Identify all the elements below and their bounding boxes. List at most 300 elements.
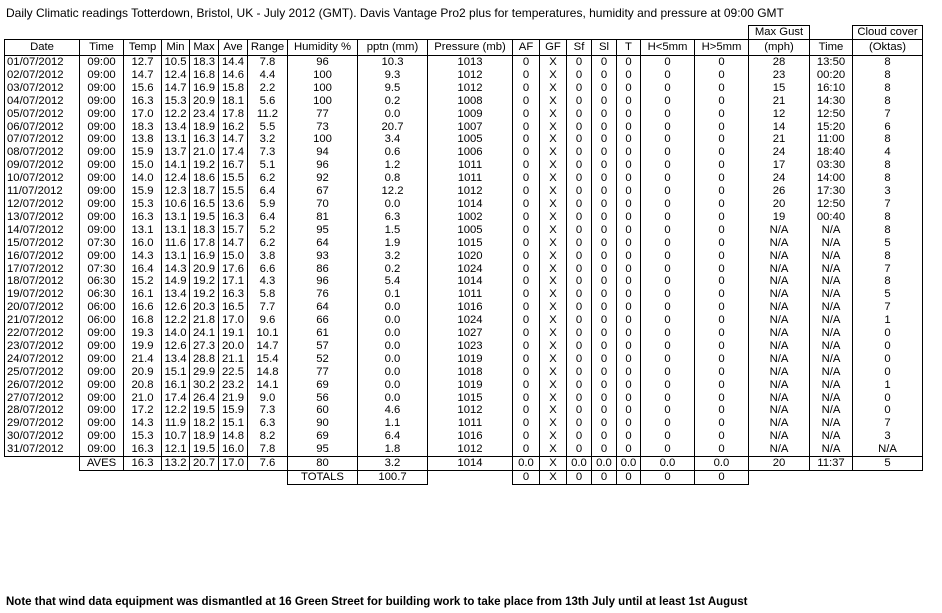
table-cell: 0 xyxy=(641,443,695,456)
table-cell: 0 xyxy=(567,159,592,172)
table-cell: 13/07/2012 xyxy=(5,211,80,224)
table-cell: 19.3 xyxy=(124,327,162,340)
table-cell: 20.8 xyxy=(124,379,162,392)
table-cell: X xyxy=(540,108,567,121)
blank-cell xyxy=(5,457,80,471)
table-cell: 0 xyxy=(567,108,592,121)
climate-table xyxy=(4,25,923,485)
table-cell: 6.2 xyxy=(248,237,288,250)
table-cell: 0 xyxy=(695,108,749,121)
table-cell: 16.8 xyxy=(190,69,219,82)
table-cell: 09:00 xyxy=(80,353,124,366)
table-cell: 0 xyxy=(641,172,695,185)
table-cell: 0 xyxy=(567,95,592,108)
table-cell: 5.6 xyxy=(248,95,288,108)
table-cell: X xyxy=(540,172,567,185)
table-cell: 14.4 xyxy=(219,56,248,69)
table-cell: 17.4 xyxy=(162,392,190,405)
table-cell: 16.3 xyxy=(124,443,162,456)
table-cell: 0 xyxy=(617,159,641,172)
aves-value: 11:37 xyxy=(810,457,853,471)
table-cell: 0 xyxy=(695,69,749,82)
cloud-cover-header: Cloud cover xyxy=(853,26,923,40)
table-cell: 0 xyxy=(592,263,617,276)
table-cell: 0 xyxy=(513,133,540,146)
table-cell: 18/07/2012 xyxy=(5,275,80,288)
aves-value: 0.0 xyxy=(567,457,592,471)
table-cell: 17.4 xyxy=(219,146,248,159)
table-cell: 0 xyxy=(513,108,540,121)
aves-value: 13.2 xyxy=(162,457,190,471)
table-cell: 0 xyxy=(641,108,695,121)
table-cell: 09:00 xyxy=(80,69,124,82)
table-cell: 06/07/2012 xyxy=(5,121,80,134)
table-cell: 1002 xyxy=(428,211,513,224)
table-cell: 1012 xyxy=(428,69,513,82)
table-cell: 0 xyxy=(592,404,617,417)
table-cell: 09:00 xyxy=(80,133,124,146)
table-cell: 0 xyxy=(695,172,749,185)
table-cell: 18.3 xyxy=(190,56,219,69)
table-cell: 24/07/2012 xyxy=(5,353,80,366)
table-cell: 8 xyxy=(853,224,923,237)
table-cell: 0 xyxy=(695,417,749,430)
table-cell: 0 xyxy=(695,404,749,417)
table-cell: 09:00 xyxy=(80,211,124,224)
table-cell: 0 xyxy=(695,314,749,327)
table-cell: 1008 xyxy=(428,95,513,108)
table-row xyxy=(5,82,923,95)
table-cell: 09:00 xyxy=(80,340,124,353)
table-cell: N/A xyxy=(810,314,853,327)
aves-value: 20 xyxy=(749,457,810,471)
table-cell: 23.2 xyxy=(219,379,248,392)
table-cell: 0 xyxy=(617,185,641,198)
table-cell: 0.0 xyxy=(358,327,428,340)
table-cell: X xyxy=(540,340,567,353)
table-cell: N/A xyxy=(810,263,853,276)
table-cell: 17.2 xyxy=(124,404,162,417)
table-cell: 12/07/2012 xyxy=(5,198,80,211)
table-cell: 6 xyxy=(853,121,923,134)
table-cell: 6.6 xyxy=(248,263,288,276)
table-cell: 08/07/2012 xyxy=(5,146,80,159)
table-cell: 7.3 xyxy=(248,404,288,417)
table-cell: 0 xyxy=(567,288,592,301)
aves-value: 5 xyxy=(853,457,923,471)
table-cell: 28 xyxy=(749,56,810,69)
table-cell: X xyxy=(540,443,567,456)
table-cell: 77 xyxy=(288,108,358,121)
table-cell: X xyxy=(540,366,567,379)
table-cell: N/A xyxy=(810,417,853,430)
table-cell: 0 xyxy=(567,133,592,146)
table-cell: 13:50 xyxy=(810,56,853,69)
table-cell: 7 xyxy=(853,108,923,121)
table-cell: 94 xyxy=(288,146,358,159)
table-cell: 30.2 xyxy=(190,379,219,392)
table-cell: 77 xyxy=(288,366,358,379)
table-cell: 0 xyxy=(567,327,592,340)
table-cell: 0 xyxy=(617,340,641,353)
totals-value: 0 xyxy=(592,471,617,485)
table-row xyxy=(5,430,923,443)
table-cell: 0 xyxy=(513,430,540,443)
table-cell: 03:30 xyxy=(810,159,853,172)
table-cell: 0 xyxy=(695,133,749,146)
table-row xyxy=(5,417,923,430)
table-cell: 26/07/2012 xyxy=(5,379,80,392)
table-cell: 0 xyxy=(567,430,592,443)
table-cell: 09/07/2012 xyxy=(5,159,80,172)
table-cell: 15.6 xyxy=(124,82,162,95)
table-cell: 16.9 xyxy=(190,82,219,95)
table-cell: 27/07/2012 xyxy=(5,392,80,405)
table-cell: 13.7 xyxy=(162,146,190,159)
table-cell: 8 xyxy=(853,133,923,146)
table-cell: 03/07/2012 xyxy=(5,82,80,95)
table-cell: 52 xyxy=(288,353,358,366)
table-cell: 0.1 xyxy=(358,288,428,301)
table-cell: 15.1 xyxy=(162,366,190,379)
table-cell: 1.9 xyxy=(358,237,428,250)
table-cell: 12.3 xyxy=(162,185,190,198)
table-cell: 0 xyxy=(617,379,641,392)
table-cell: 0 xyxy=(592,392,617,405)
table-cell: 0 xyxy=(641,275,695,288)
aves-value: 16.3 xyxy=(124,457,162,471)
table-cell: 20.9 xyxy=(190,263,219,276)
table-cell: 16.0 xyxy=(219,443,248,456)
table-cell: 15.5 xyxy=(219,172,248,185)
table-cell: 11:00 xyxy=(810,133,853,146)
aves-value: 17.0 xyxy=(219,457,248,471)
table-cell: 7.7 xyxy=(248,301,288,314)
table-cell: 09:00 xyxy=(80,82,124,95)
table-cell: X xyxy=(540,379,567,392)
table-cell: 09:00 xyxy=(80,392,124,405)
table-cell: 16.8 xyxy=(124,314,162,327)
table-cell: 66 xyxy=(288,314,358,327)
table-cell: 13.6 xyxy=(219,198,248,211)
table-cell: 13.1 xyxy=(162,211,190,224)
table-cell: 0 xyxy=(513,353,540,366)
table-cell: N/A xyxy=(749,404,810,417)
table-cell: 8 xyxy=(853,275,923,288)
table-cell: 96 xyxy=(288,56,358,69)
table-cell: 14.7 xyxy=(219,133,248,146)
table-cell: 20.3 xyxy=(190,301,219,314)
table-cell: 0.0 xyxy=(358,314,428,327)
table-cell: 3 xyxy=(853,430,923,443)
table-cell: 16.3 xyxy=(219,288,248,301)
table-cell: 0 xyxy=(641,404,695,417)
table-cell: 6.4 xyxy=(358,430,428,443)
table-cell: X xyxy=(540,82,567,95)
table-cell: 23.4 xyxy=(190,108,219,121)
column-header: GF xyxy=(540,40,567,56)
table-cell: 1.2 xyxy=(358,159,428,172)
table-cell: 16.2 xyxy=(219,121,248,134)
table-cell: 0 xyxy=(513,56,540,69)
table-cell: 12.2 xyxy=(162,314,190,327)
table-cell: 0 xyxy=(617,327,641,340)
table-cell: 02/07/2012 xyxy=(5,69,80,82)
table-cell: 15.9 xyxy=(219,404,248,417)
column-header: Pressure (mb) xyxy=(428,40,513,56)
table-cell: 0 xyxy=(567,82,592,95)
table-cell: 10.3 xyxy=(358,56,428,69)
table-cell: N/A xyxy=(749,353,810,366)
table-cell: 0 xyxy=(592,185,617,198)
aves-value: 0.0 xyxy=(592,457,617,471)
table-cell: 0 xyxy=(695,340,749,353)
table-cell: 0 xyxy=(513,250,540,263)
table-cell: 16.3 xyxy=(219,211,248,224)
table-cell: X xyxy=(540,237,567,250)
table-row xyxy=(5,121,923,134)
table-cell: 17/07/2012 xyxy=(5,263,80,276)
table-cell: 0 xyxy=(567,263,592,276)
table-cell: 14.7 xyxy=(248,340,288,353)
table-cell: 0 xyxy=(513,301,540,314)
table-cell: 0 xyxy=(567,392,592,405)
table-cell: 10/07/2012 xyxy=(5,172,80,185)
table-cell: 13.8 xyxy=(124,133,162,146)
table-cell: 0 xyxy=(641,301,695,314)
table-cell: 18.2 xyxy=(190,417,219,430)
table-cell: 18.7 xyxy=(190,185,219,198)
table-cell: 0 xyxy=(567,314,592,327)
table-cell: 0 xyxy=(513,366,540,379)
table-cell: 5 xyxy=(853,237,923,250)
aves-value: 0.0 xyxy=(617,457,641,471)
table-cell: 14/07/2012 xyxy=(5,224,80,237)
column-header: (Oktas) xyxy=(853,40,923,56)
table-cell: 14:00 xyxy=(810,172,853,185)
table-cell: 0 xyxy=(641,353,695,366)
table-cell: 0 xyxy=(617,443,641,456)
table-cell: 0 xyxy=(695,430,749,443)
table-cell: 01/07/2012 xyxy=(5,56,80,69)
table-cell: 09:00 xyxy=(80,172,124,185)
column-header: T xyxy=(617,40,641,56)
table-cell: 4.6 xyxy=(358,404,428,417)
table-cell: 0 xyxy=(592,121,617,134)
table-cell: 1013 xyxy=(428,56,513,69)
table-cell: 0 xyxy=(513,198,540,211)
table-cell: 0.0 xyxy=(358,392,428,405)
table-cell: 1011 xyxy=(428,288,513,301)
table-cell: 6.3 xyxy=(358,211,428,224)
table-cell: 0 xyxy=(567,340,592,353)
group-header-row xyxy=(5,26,923,40)
table-row xyxy=(5,353,923,366)
table-cell: 0 xyxy=(641,69,695,82)
table-cell: 14.1 xyxy=(162,159,190,172)
table-cell: 0 xyxy=(592,69,617,82)
table-cell: 15.3 xyxy=(162,95,190,108)
table-cell: 1016 xyxy=(428,430,513,443)
table-cell: 0 xyxy=(592,82,617,95)
table-cell: 14.7 xyxy=(219,237,248,250)
table-row xyxy=(5,379,923,392)
table-cell: 15:20 xyxy=(810,121,853,134)
table-cell: 0 xyxy=(567,366,592,379)
table-cell: 14:30 xyxy=(810,95,853,108)
table-cell: N/A xyxy=(749,250,810,263)
table-cell: 1020 xyxy=(428,250,513,263)
table-cell: 0 xyxy=(641,185,695,198)
table-cell: 0 xyxy=(853,366,923,379)
table-cell: 0 xyxy=(513,185,540,198)
table-cell: N/A xyxy=(810,340,853,353)
table-cell: N/A xyxy=(749,379,810,392)
table-cell: 6.2 xyxy=(248,172,288,185)
table-cell: 04/07/2012 xyxy=(5,95,80,108)
table-cell: 0 xyxy=(853,392,923,405)
column-header: AF xyxy=(513,40,540,56)
table-cell: 21.1 xyxy=(219,353,248,366)
table-cell: 7 xyxy=(853,301,923,314)
table-cell: 81 xyxy=(288,211,358,224)
totals-value: 0 xyxy=(641,471,695,485)
table-cell: 18.3 xyxy=(124,121,162,134)
table-cell: X xyxy=(540,430,567,443)
table-cell: 0 xyxy=(513,69,540,82)
table-cell: 13.1 xyxy=(124,224,162,237)
table-cell: N/A xyxy=(749,237,810,250)
table-cell: 15.4 xyxy=(248,353,288,366)
table-cell: 15.5 xyxy=(219,185,248,198)
table-row xyxy=(5,327,923,340)
table-cell: 15.0 xyxy=(124,159,162,172)
table-cell: 7.3 xyxy=(248,146,288,159)
table-cell: X xyxy=(540,263,567,276)
table-cell: 17.0 xyxy=(219,314,248,327)
table-cell: 1027 xyxy=(428,327,513,340)
blank-cell xyxy=(428,471,513,485)
table-cell: 15.3 xyxy=(124,430,162,443)
table-cell: 0 xyxy=(592,340,617,353)
table-cell: 18.6 xyxy=(190,172,219,185)
table-cell: 0 xyxy=(513,392,540,405)
table-cell: 0 xyxy=(695,146,749,159)
table-cell: N/A xyxy=(810,379,853,392)
table-row xyxy=(5,56,923,69)
table-cell: 3.2 xyxy=(248,133,288,146)
table-cell: 0 xyxy=(592,146,617,159)
table-cell: X xyxy=(540,146,567,159)
table-cell: 0 xyxy=(853,327,923,340)
table-cell: 0 xyxy=(641,379,695,392)
table-cell: X xyxy=(540,301,567,314)
column-header: pptn (mm) xyxy=(358,40,428,56)
table-row xyxy=(5,108,923,121)
table-cell: X xyxy=(540,314,567,327)
aves-value: X xyxy=(540,457,567,471)
table-cell: 17.8 xyxy=(190,237,219,250)
table-cell: 86 xyxy=(288,263,358,276)
table-cell: 0 xyxy=(513,146,540,159)
table-cell: 9.0 xyxy=(248,392,288,405)
table-cell: 09:00 xyxy=(80,159,124,172)
table-cell: 0 xyxy=(592,327,617,340)
table-cell: N/A xyxy=(749,340,810,353)
table-cell: 0 xyxy=(592,430,617,443)
table-cell: 0 xyxy=(567,185,592,198)
table-row xyxy=(5,288,923,301)
table-row xyxy=(5,224,923,237)
table-cell: 16.7 xyxy=(219,159,248,172)
table-row xyxy=(5,301,923,314)
table-cell: 14.1 xyxy=(248,379,288,392)
table-cell: 1016 xyxy=(428,301,513,314)
table-cell: 1018 xyxy=(428,366,513,379)
table-cell: 21.8 xyxy=(190,314,219,327)
table-cell: 0 xyxy=(513,237,540,250)
table-cell: 16.0 xyxy=(124,237,162,250)
table-cell: 0 xyxy=(513,211,540,224)
table-cell: 18.3 xyxy=(190,224,219,237)
table-cell: 9.5 xyxy=(358,82,428,95)
table-cell: 5.5 xyxy=(248,121,288,134)
table-cell: 0.6 xyxy=(358,146,428,159)
table-cell: 22.5 xyxy=(219,366,248,379)
table-cell: 0.0 xyxy=(358,198,428,211)
table-cell: 0 xyxy=(567,404,592,417)
table-cell: 5.4 xyxy=(358,275,428,288)
table-row xyxy=(5,159,923,172)
table-cell: 19.9 xyxy=(124,340,162,353)
table-cell: 73 xyxy=(288,121,358,134)
table-cell: 0 xyxy=(641,95,695,108)
table-cell: 0 xyxy=(567,237,592,250)
table-cell: 0 xyxy=(513,417,540,430)
column-header: H<5mm xyxy=(641,40,695,56)
table-cell: 0 xyxy=(617,237,641,250)
table-cell: N/A xyxy=(810,443,853,456)
table-cell: 16.9 xyxy=(190,250,219,263)
table-cell: N/A xyxy=(810,366,853,379)
table-cell: 0 xyxy=(617,366,641,379)
table-cell: 07:30 xyxy=(80,263,124,276)
table-cell: 16.3 xyxy=(124,211,162,224)
table-cell: X xyxy=(540,185,567,198)
table-cell: 7 xyxy=(853,198,923,211)
table-cell: 0 xyxy=(695,327,749,340)
table-cell: 0 xyxy=(641,340,695,353)
table-cell: 1014 xyxy=(428,198,513,211)
table-cell: 09:00 xyxy=(80,443,124,456)
table-cell: 0.0 xyxy=(358,108,428,121)
table-cell: 0 xyxy=(695,353,749,366)
table-row xyxy=(5,237,923,250)
column-header: Date xyxy=(5,40,80,56)
table-cell: X xyxy=(540,121,567,134)
table-cell: 24 xyxy=(749,146,810,159)
table-cell: 00:20 xyxy=(810,69,853,82)
table-cell: 0 xyxy=(617,198,641,211)
table-row xyxy=(5,133,923,146)
table-cell: 5.9 xyxy=(248,198,288,211)
table-cell: 100 xyxy=(288,69,358,82)
table-cell: 21.0 xyxy=(190,146,219,159)
table-cell: 00:40 xyxy=(810,211,853,224)
table-cell: 0 xyxy=(695,159,749,172)
totals-pptn: 100.7 xyxy=(358,471,428,485)
table-cell: 0 xyxy=(695,301,749,314)
